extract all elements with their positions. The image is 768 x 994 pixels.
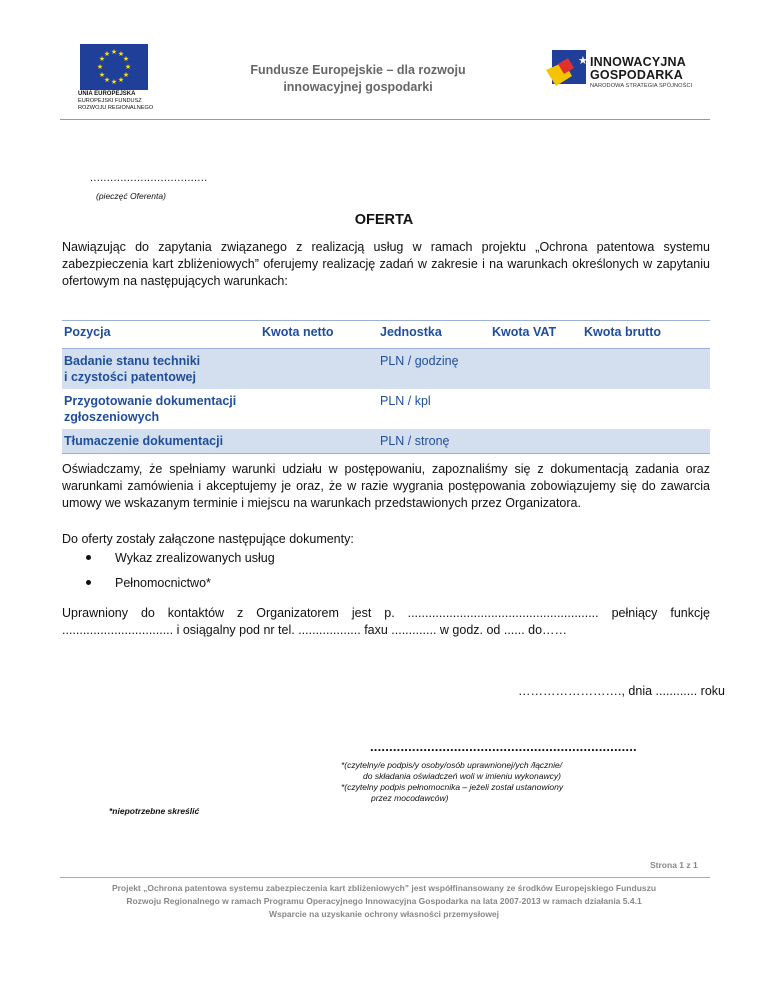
svg-text:★: ★ bbox=[103, 50, 111, 58]
svg-text:★: ★ bbox=[124, 63, 132, 71]
signature-note bbox=[341, 760, 563, 804]
bullet-icon bbox=[86, 555, 91, 560]
footer-divider bbox=[60, 877, 710, 878]
row-net-cell[interactable] bbox=[262, 429, 380, 454]
svg-text:★: ★ bbox=[122, 71, 130, 79]
svg-text:★: ★ bbox=[103, 76, 111, 84]
eu-logo-caption bbox=[78, 91, 168, 112]
svg-text:★: ★ bbox=[98, 55, 106, 63]
row-position-line2: zgłoszeniowych bbox=[64, 410, 160, 424]
signature-note-line1: *(czytelny/e podpis/y osoby/osób uprawnionej/ych /łącznie/ bbox=[341, 760, 563, 770]
col-header-position: Pozycja bbox=[62, 321, 262, 349]
attachments-label: Do oferty zostały załączone następujące dokumenty: bbox=[62, 532, 354, 546]
strike-note: *niepotrzebne skreślić bbox=[109, 806, 200, 816]
attachment-text: Wykaz zrealizowanych usług bbox=[115, 551, 275, 565]
svg-text:★: ★ bbox=[110, 48, 118, 56]
header-title bbox=[238, 62, 478, 96]
col-header-net: Kwota netto bbox=[262, 321, 380, 349]
contact-paragraph: Uprawniony do kontaktów z Organizatorem jest p. ....................................................... pełniący funkcję ................................ i osiągalny pod nr tel. .................. faxu ............. w godz. od ...... do…… bbox=[62, 606, 710, 637]
signature-note-line3: *(czytelny podpis pełnomocnika – jeżeli został ustanowiony bbox=[341, 782, 564, 792]
footer-line1: Projekt „Ochrona patentowa systemu zabezpieczenia kart zbliżeniowych” jest współfinansowany ze środków Europejskiego Funduszu bbox=[111, 883, 657, 893]
row-position bbox=[62, 349, 262, 390]
row-gross-cell[interactable] bbox=[584, 349, 710, 390]
date-line: ……………………., dnia ............ roku bbox=[518, 684, 725, 698]
row-unit: PLN / stronę bbox=[380, 429, 492, 454]
offer-table bbox=[62, 320, 710, 454]
row-unit: PLN / kpl bbox=[380, 394, 431, 408]
page-number: Strona 1 z 1 bbox=[650, 860, 698, 870]
row-net-cell[interactable] bbox=[262, 389, 380, 429]
row-net-cell[interactable] bbox=[262, 349, 380, 390]
row-position-line2: i czystości patentowej bbox=[64, 370, 196, 384]
list-item bbox=[86, 551, 275, 565]
ig-logo-text bbox=[590, 56, 720, 89]
table-row bbox=[62, 389, 710, 429]
svg-text:★: ★ bbox=[122, 55, 130, 63]
footer bbox=[52, 882, 716, 921]
ig-logo-line1: INNOWACYJNA bbox=[590, 55, 686, 69]
header-title-line1: Fundusze Europejskie – dla rozwoju bbox=[250, 63, 466, 77]
table-row bbox=[62, 349, 710, 390]
row-position-line1: Badanie stanu techniki bbox=[64, 354, 201, 368]
innowacyjna-gospodarka-logo-icon bbox=[546, 46, 590, 90]
row-gross-cell[interactable] bbox=[584, 389, 710, 429]
row-position bbox=[62, 429, 262, 454]
eu-logo-line2: EUROPEJSKI FUNDUSZ bbox=[78, 98, 142, 104]
statement-paragraph: Oświadczamy, że spełniamy warunki udziału w postępowaniu, zapoznaliśmy się z dokumentacją zadania oraz warunkami zamówienia i akceptujemy je oraz, że w razie wygrania postępowania zobowiązujemy się do zawarcia umowy we wskazanym terminie i miejscu na warunkach przedstawionych przez Organizatora. bbox=[62, 462, 710, 510]
eu-logo-line3: ROZWOJU REGIONALNEGO bbox=[78, 105, 154, 111]
eu-logo-line1: UNIA EUROPEJSKA bbox=[78, 91, 136, 97]
svg-text:★: ★ bbox=[98, 71, 106, 79]
attachment-text: Pełnomocnictwo* bbox=[115, 576, 211, 590]
svg-text:★: ★ bbox=[96, 63, 104, 71]
row-unit: PLN / godzinę bbox=[380, 349, 492, 390]
signature-note-line2: do składania oświadczeń woli w imieniu wykonawcy) bbox=[363, 771, 561, 781]
table-header-row bbox=[62, 321, 710, 349]
ig-logo-line2: GOSPODARKA bbox=[590, 68, 683, 82]
row-vat-cell[interactable] bbox=[492, 429, 584, 454]
header-title-line2: innowacyjnej gospodarki bbox=[283, 80, 433, 94]
header-divider bbox=[60, 119, 710, 120]
intro-paragraph: Nawiązując do zapytania związanego z realizacją usług w ramach projektu „Ochrona patentowa systemu zabezpieczenia kart zbliżeniowych” oferujemy realizację zadań w zakresie i na warunkach określonych w zapytaniu ofertowym na następujących warunkach: bbox=[62, 240, 710, 288]
table-row bbox=[62, 429, 710, 454]
eu-stars-icon bbox=[80, 44, 148, 90]
signature-dots: ...................................................................... bbox=[370, 739, 637, 754]
svg-text:★: ★ bbox=[117, 76, 125, 84]
eu-flag-logo bbox=[80, 44, 148, 90]
svg-text:★: ★ bbox=[578, 54, 588, 67]
page-title: OFERTA bbox=[354, 212, 414, 228]
footer-line2: Rozwoju Regionalnego w ramach Programu Operacyjnego Innowacyjna Gospodarka na lata 2007-2013 w ramach działania 5.4.1 bbox=[126, 896, 642, 906]
stamp-dots: ................................... bbox=[90, 172, 208, 184]
stamp-label: (pieczęć Oferenta) bbox=[96, 191, 166, 201]
col-header-vat: Kwota VAT bbox=[492, 321, 584, 349]
row-vat-cell[interactable] bbox=[492, 389, 584, 429]
list-item bbox=[86, 576, 211, 590]
bullet-icon bbox=[86, 580, 91, 585]
ig-logo-line3: NARODOWA STRATEGIA SPÓJNOŚCI bbox=[590, 83, 693, 89]
svg-text:★: ★ bbox=[117, 50, 125, 58]
row-vat-cell[interactable] bbox=[492, 349, 584, 390]
footer-line3: Wsparcie na uzyskanie ochrony własności przemysłowej bbox=[268, 909, 500, 919]
col-header-gross: Kwota brutto bbox=[584, 321, 710, 349]
svg-text:★: ★ bbox=[110, 78, 118, 86]
row-position-line1: Przygotowanie dokumentacji bbox=[64, 394, 237, 408]
row-position bbox=[62, 389, 262, 429]
row-position-line1: Tłumaczenie dokumentacji bbox=[64, 434, 224, 448]
col-header-unit: Jednostka bbox=[380, 321, 492, 349]
row-gross-cell[interactable] bbox=[584, 429, 710, 454]
signature-note-line4: przez mocodawców) bbox=[371, 793, 449, 803]
